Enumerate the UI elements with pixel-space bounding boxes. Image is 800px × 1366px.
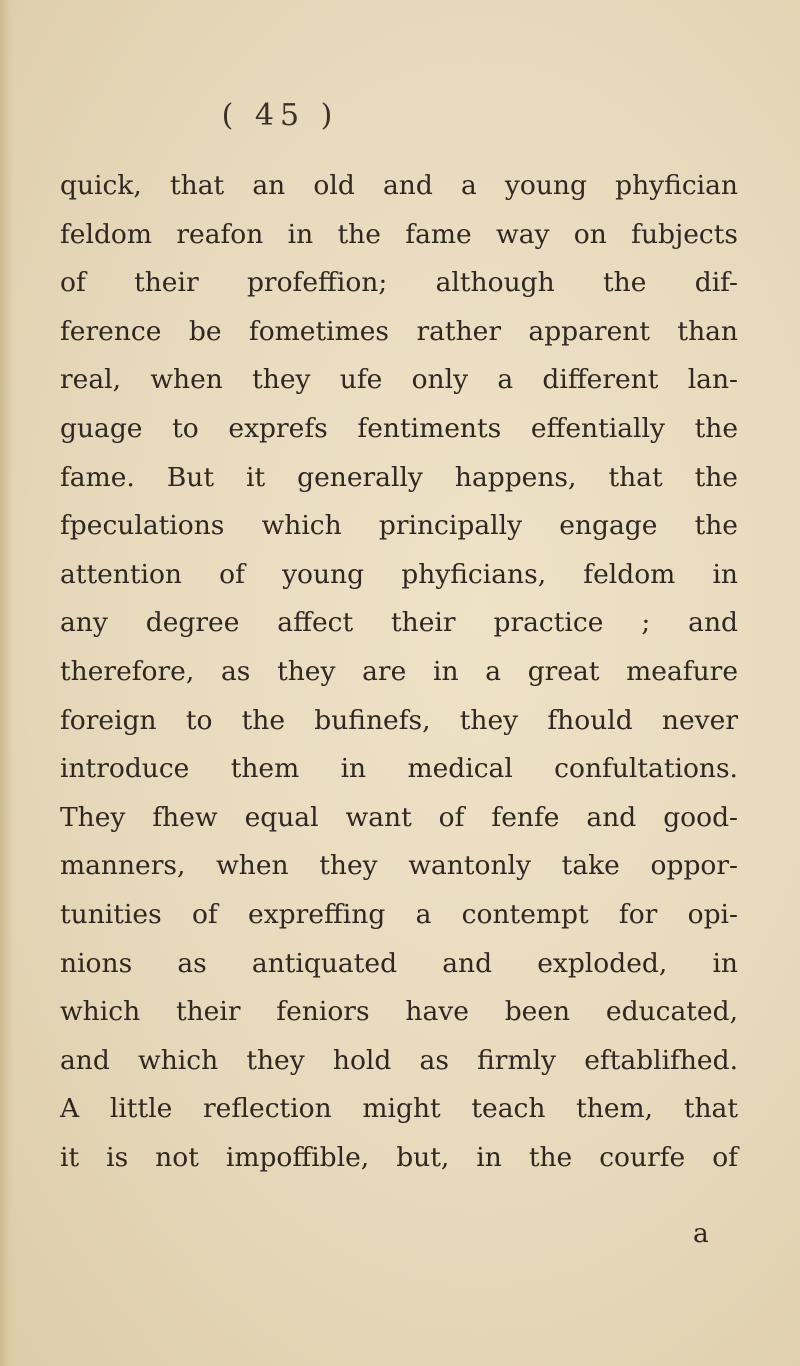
page-number: ( 45 ) [221, 98, 339, 133]
text-line: fpeculations which principally engage the [60, 510, 738, 542]
text-line: nions as antiquated and exploded, in [60, 947, 738, 979]
text-line: ference be fometimes rather apparent than [60, 315, 738, 347]
text-line: foreign to the bufinefs, they fhould never [60, 704, 738, 736]
text-line: real, when they ufe only a different lan- [60, 364, 738, 396]
text-line: it is not impoffible, but, in the courfe of [60, 1141, 738, 1173]
text-line: which their feniors have been educated, [60, 996, 738, 1028]
text-line: and which they hold as firmly eftablifhed. [60, 1044, 738, 1076]
text-line: They fhew equal want of fenfe and good- [60, 801, 738, 833]
text-line: of their profeffion; although the dif- [60, 267, 738, 299]
text-line: manners, when they wantonly take oppor- [60, 850, 738, 882]
page-binding-edge [0, 0, 14, 1366]
text-line: guage to exprefs fentiments effentially the [60, 412, 738, 444]
text-line: quick, that an old and a young phyfician [60, 170, 738, 201]
text-line: attention of young phyficians, feldom in [60, 558, 738, 590]
page-body-text [60, 162, 738, 1182]
text-line: tunities of expreffing a contempt for opi- [60, 898, 738, 930]
text-line: feldom reafon in the fame way on fubjects [60, 218, 738, 250]
catchword: a [693, 1218, 709, 1249]
text-line: introduce them in medical confultations. [60, 753, 738, 785]
text-line: fame. But it generally happens, that the [60, 461, 738, 493]
text-line: A little reflection might teach them, that [60, 1093, 738, 1125]
text-line: any degree affect their practice ; and [60, 607, 738, 639]
text-line: therefore, as they are in a great meafure [60, 655, 738, 687]
